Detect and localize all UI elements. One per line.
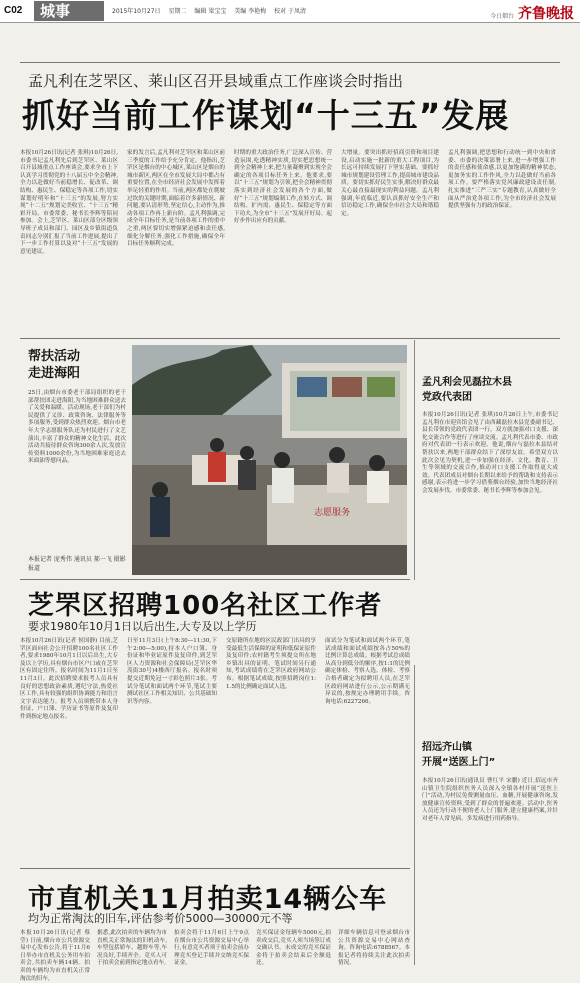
article1-col-4: 大增量。要突出抓好招商引资和项目建设,启动实施一批新的重大工程项目,为长远可持续发展打下坚实基础。要抓好城市规划建设管理工作,提高城市建设品质。要切实抓好民生实事,解决好群众最关心最直接最现实的利益问题。孟凡利强调,年底临近,要认真抓好安全生产和信访稳定工作,确保全市社会大局和谐稳定。 <box>341 150 439 217</box>
article3-headline <box>422 375 512 405</box>
column-divider <box>414 665 415 965</box>
article3-headline-line1: 孟凡利会见磊拉木县 <box>422 377 512 388</box>
paper-name: 齐鲁晚报 <box>518 6 574 22</box>
article5-subhead: 要求1980年10月1日以后出生,大专及以上学历 <box>28 620 257 633</box>
article2-headline-line1: 帮扶活动 <box>28 349 81 364</box>
article2-body: 25日,由烟台市委老干部局组织的老干部帮扶团走进海阳,为当地困难群众送去了关爱和温暖。活动现场,老干部们为村民提供了义诊、政策咨询、法律服务等多项服务,受到群众热烈欢迎。烟台市老年大学志愿服务队还为村民进行了文艺演出,丰富了群众的精神文化生活。此次活动共接待群众咨询300余人次,发放宣传资料1000余份,为当地困难家庭送去米面油等慰问品。 <box>28 390 126 465</box>
article4-headline-line2: 开展“送医上门” <box>422 757 496 768</box>
article4-headline <box>422 740 495 770</box>
article1-col-5: 孟凡利强调,把思想和行动统一到中央和省委、市委的决策部署上来,进一步增强工作的责任感和使命感,以更加饱满的精神状态,更加务实的工作作风,全力以赴做好当前各项工作。要严格落实党风廉政建设责任制,扎实推进“三严三实”专题教育,认真做好全面从严治党各项工作,为全市经济社会发展提供坚强有力的政治保证。 <box>448 150 556 210</box>
issue-date: 2015年10月27日 <box>112 8 161 15</box>
article2-byline: 本报记者 庞秀伟 通讯员 郝一飞 摄影报道 <box>28 556 126 572</box>
article6-col-4: 竞买保证金每辆车5000元,拍卖成交后,竞买人须当场签订成交确认书。未成交的竞买保证金将于拍卖会结束后全额退还。 <box>256 930 331 967</box>
article5-col-4: 面试分为笔试和面试两个环节,笔试成绩和面试成绩按各占50%的比例计算总成绩。根据考试总成绩从高分到低分的顺序,按1:1的比例确定体检、考察人选。体检、考察合格者确定为拟聘用人员,在芝罘区政府网站进行公示,公示期满无异议的,按规定办理聘用手续。咨询电话:6227266。 <box>325 638 410 705</box>
column-divider <box>414 340 415 580</box>
divider <box>20 338 560 339</box>
article2-headline <box>28 348 80 382</box>
article5-col-1: 本报10月26日讯(记者 侯国静) 目前,芝罘区面向社会公开招聘100名社区工作者,要求1980年10月1日以后出生,大专及以上学历,具有烟台市区户口或在芝罘区有固定住所。报名时间为11月1日至11月3日。此次招聘要求报考人员具有良好的思想政治素质,遵纪守法,热爱社区工作,具有较强的组织协调能力和语言文字表达能力。报考人员须携带本人身份证、户口簿、学历证书等原件及复印件到指定地点报名。 <box>20 638 118 720</box>
article6-col-2: 据悉,此次拍卖的车辆均为市直机关正常淘汰的旧机动车,车型包括轿车、越野车等,车况良好,手续齐全。竞买人可于拍卖会前到指定地点看车, <box>97 930 167 967</box>
article5-col-3: 交原籍所在地的区民政部门出具的享受最低生活保障的证明和低保证原件及复印件;农村籍考生须提交所在地乡镇出具的证明。笔试时间另行通知,考试成绩将在芝罘区政府网站公布。根据笔试成绩,按照招聘岗位1:1.5的比例确定面试人选。 <box>226 638 316 690</box>
article1-col-2: 家的发言后,孟凡利对芝罘区和莱山区前三季度的工作给予充分肯定。他指出,芝罘区是烟台的中心城区,莱山区是烟台的城市新区,两区在全市发展大局中都占有重要位置,在全市经济社会发展中发挥着举足轻重的作用。当前,两区都处在爬坡过坎的关键时期,面临着许多新情况、新问题,要认清形势,坚定信心,主动作为,推动各项工作再上新台阶。孟凡利强调,完成全年目标任务,是当前各项工作的重中之重,两区要切实增强紧迫感和责任感,细化分解任务,强化工作措施,确保全年目标任务顺利完成。 <box>127 150 225 248</box>
article1-col-1: 本报10月26日讯(记者 张琪)10月26日,市委书记孟凡利先后到芝罘区、莱山区召开县域重点工作座谈会,要求全市上下认真学习贯彻党的十八届五中全会精神,全力以赴做好当前稳增长、促改革、调结构、惠民生、保稳定等各项工作,切实谋划好明年和“十三五”的发展,努力实现“十二五”规划完美收官、“十三五”精彩开局。市委常委、秘书长李辉等陪同参加。会上,芝罘区、莱山区部分区级领导班子成员和部门、园区及乡镇街道负责同志分别汇报了当前工作进展,提出了下一步工作打算以及对“十三五”发展的意见建议。 <box>20 150 118 255</box>
page-info <box>112 6 312 15</box>
article1-col-3: 时期的重大政治任务,广泛深入宣传、营造氛围,吃透精神实质,切实把思想统一到全会精神上来,把力量凝聚到实现全会确定的各项目标任务上来。他要求,要以“十三五”规划为引领,把全会精神贯彻落实到经济社会发展的各个方面,做好“十三五”规划编制工作,在转方式、调结构、扩内需、惠民生、保稳定等方面下功夫,为全市“十三五”发展开好局、起好步作出应有的贡献。 <box>234 150 332 225</box>
article6-col-1: 本报10月26日讯(记者 蔡莹) 日前,烟台市公共资源交易中心发布公告,将于11月6日举办市直机关公务用车拍卖会,共拍卖车辆14辆。拍卖的车辆均为市直机关正常淘汰的旧车, <box>20 930 90 982</box>
page-number: C02 <box>4 5 23 16</box>
article2-headline-line2: 走进海阳 <box>28 366 81 381</box>
section-title: 城事 <box>34 1 104 21</box>
page-header <box>0 0 580 23</box>
editor: 编辑 梁宝宝 <box>194 8 227 15</box>
photo-volunteers-scene <box>132 345 407 575</box>
proofreader: 校对 于凤清 <box>274 8 307 15</box>
article6-col-3: 拍卖会将于11月6日上午9点在烟台市公共资源交易中心举行,有意竞买者须于拍卖会前办理竞买登记手续并交纳竞买保证金。 <box>174 930 249 967</box>
article3-body: 本报10月26日讯(记者 张琪)10月26日上午,市委书记孟凡利在市迎宾馆会见了由西藏磊拉木县党委副书记、县长带领的党政代表团一行。双方就加强对口支援、深化交流合作等进行了座谈交流。孟凡利代表市委、市政府对代表团一行表示欢迎。他说,烟台与磊拉木县结对帮扶以来,两地干部群众结下了深厚友谊。希望双方以此次会见为契机,进一步加强在经济、文化、教育、卫生等领域的交流合作,推动对口支援工作取得更大成效。代表团成员对烟台长期以来给予的帮助和支持表示感谢,表示将进一步学习借鉴烟台经验,加快当地经济社会发展步伐。市委常委、秘书长李辉等参加会见。 <box>422 412 558 494</box>
divider <box>20 62 560 63</box>
designer: 美编 李艳梅 <box>234 8 267 15</box>
article6-headline: 市直机关11月拍卖14辆公车 <box>28 884 388 915</box>
paper-logo <box>490 3 574 23</box>
svg-text:志愿服务: 志愿服务 <box>313 508 351 518</box>
paper-tag: 今日烟台 <box>489 13 514 20</box>
article5-col-2: 日至11月3日(上午8:30—11:30,下午2:00—5:00),持本人户口簿、身份证和毕业证原件及复印件,到芝罘区人力资源和社会保障局(芝罘区华茂街30号)4楼西厅报名。报名时须提交近期免冠一寸彩色照片3张。考试分笔试和面试两个环节,笔试主要测试社区工作相关知识、公共基础知识等内容。 <box>127 638 217 705</box>
article1-kicker: 孟凡利在芝罘区、莱山区召开县域重点工作座谈会时指出 <box>28 72 404 90</box>
issue-weekday: 星期二 <box>168 8 187 15</box>
article4-body: 本报10月26日讯(通讯员 曹红平 宋鹏) 近日,招远市齐山镇卫生院组织医务人员深入全镇各村开展“送医上门”活动,为村民免费测量血压、血糖,开展健康咨询,发放健康宣传资料,受到了群众的普遍欢迎。活动中,医务人员还为行动不便的老人上门服务,建立健康档案,并针对老年人常见病、多发病进行用药指导。 <box>422 778 558 822</box>
divider <box>20 579 410 580</box>
article1-headline: 抓好当前工作谋划“十三五”发展 <box>22 96 510 135</box>
article5-headline: 芝罘区招聘100名社区工作者 <box>28 591 383 621</box>
divider <box>20 868 410 869</box>
article4-headline-line1: 招远齐山镇 <box>422 742 472 753</box>
article6-subhead: 均为正常淘汰的旧车,评估参考价5000—30000元不等 <box>28 912 293 925</box>
article3-headline-line2: 党政代表团 <box>422 392 472 403</box>
news-photo <box>132 345 407 575</box>
article6-col-5: 详细车辆信息可登录烟台市公共资源交易中心网站查询。咨询电话:6788567。本报记者将持续关注此次拍卖情况。 <box>338 930 410 967</box>
